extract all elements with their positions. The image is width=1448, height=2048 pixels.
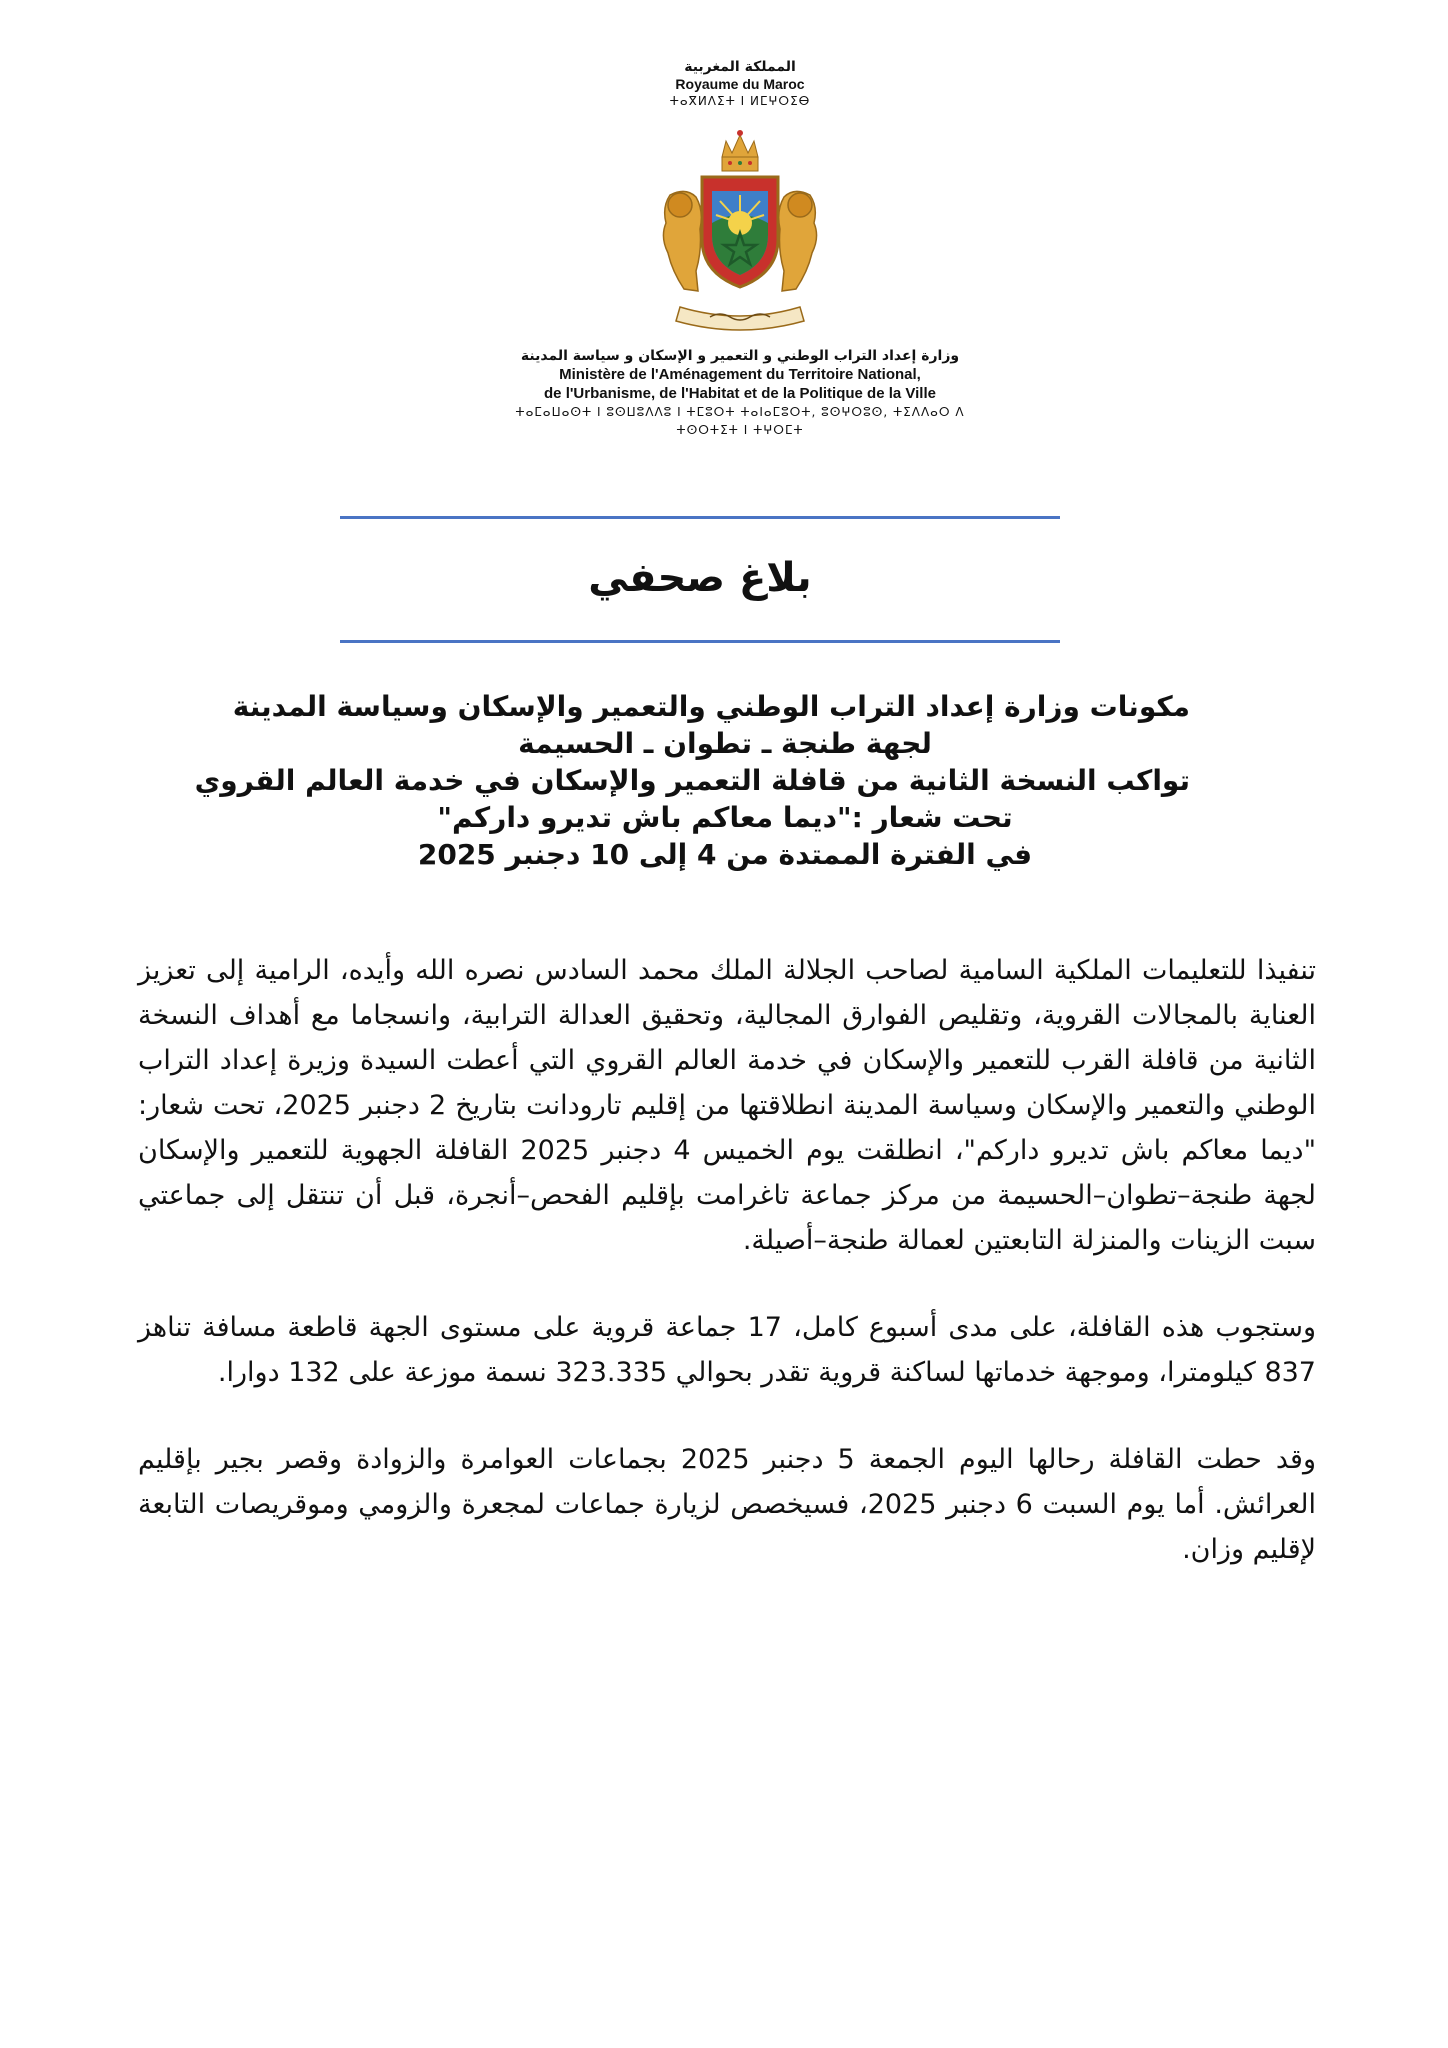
body-text (138, 948, 1316, 1572)
subject-line: في الفترة الممتدة من 4 إلى 10 دجنبر 2025 (417, 838, 1033, 871)
kingdom-name-arabic: المملكة المغربية (684, 59, 796, 75)
crown-icon (722, 130, 758, 171)
subject-block (194, 688, 1190, 873)
body-paragraph: وقد حطت القافلة رحالها اليوم الجمعة 5 دجنبر 2025 بجماعات العوامرة والزوادة وقصر بجير بإقليم العرائش. أما يوم السبت 6 دجنبر 2025، فسيخصص لزيارة جماعات لمجعرة والزومي وموقريصات التابعة لإقليم وزان. (138, 1444, 1317, 1565)
ministry-name-arabic: وزارة إعداد التراب الوطني و التعمير و الإسكان و سياسة المدينة (520, 348, 960, 364)
document-title: بلاغ صحفي (588, 555, 812, 601)
shield-icon (702, 177, 778, 287)
ministry-name-french-line2: de l'Urbanisme, de l'Habitat et de la Politique de la Ville (544, 385, 936, 402)
subject-line: لجهة طنجة ـ تطوان ـ الحسيمة (518, 727, 932, 760)
coat-of-arms-icon (640, 111, 840, 341)
lion-supporter-left-icon (663, 191, 701, 291)
kingdom-name-french: Royaume du Maroc (675, 76, 805, 92)
subject-line: تحت شعار :"ديما معاكم باش تديرو داركم" (437, 801, 1013, 834)
motto-ribbon-icon (676, 307, 804, 330)
title-rule-top (340, 516, 1060, 519)
body-paragraph: تنفيذا للتعليمات الملكية السامية لصاحب الجلالة الملك محمد السادس نصره الله وأيده، الرامية إلى تعزيز العناية بالمجالات القروية، وتقليص الفوارق المجالية، وتحقيق العدالة الترابية، وانسجاما مع أهداف النسخة الثانية من قافلة القرب للتعمير والإسكان في خدمة العالم القروي التي أعطت السيدة وزيرة إعداد التراب الوطني والتعمير والإسكان وسياسة المدينة انطلاقتها من إقليم تارودانت بتاريخ 2 دجنبر 2025، تحت شعار: "ديما معاكم باش تديرو داركم"، انطلقت يوم الخميس 4 دجنبر 2025 القافلة الجهوية للتعمير والإسكان لجهة طنجة–تطوان–الحسيمة من مركز جماعة تاغرامت بإقليم الفحص–أنجرة، قبل أن تنتقل إلى جماعتي سبت الزينات والمنزلة التابعتين لعمالة طنجة–أصيلة. (138, 955, 1316, 1256)
subject-line: مكونات وزارة إعداد التراب الوطني والتعمير والإسكان وسياسة المدينة (232, 690, 1190, 723)
subject-line: تواكب النسخة الثانية من قافلة التعمير والإسكان في خدمة العالم القروي (194, 764, 1190, 797)
ministry-name-tifinagh: ⵜⴰⵎⴰⵡⴰⵙⵜ ⵏ ⵓⵙⵡⵓⴷⴷⵓ ⵏ ⵜⵎⵓⵔⵜ ⵜⴰⵏⴰⵎⵓⵔⵜ, ⵓⵙⵖⵔⵓⵙ, ⵜⵉⴷⴷⴰⵔ ⴷ ⵜⵙⵔⵜⵉⵜ ⵏ ⵜⵖⵔⵎⵜ (515, 405, 965, 437)
ministry-name-french-line1: Ministère de l'Aménagement du Territoire National, (559, 366, 921, 383)
body-paragraph: وستجوب هذه القافلة، على مدى أسبوع كامل، 17 جماعة قروية على مستوى الجهة قاطعة مسافة تناهز 837 كيلومترا، وموجهة خدماتها لساكنة قروية تقدر بحوالي 323.335 نسمة موزعة على 132 دوارا. (138, 1312, 1316, 1388)
kingdom-name-tifinagh: ⵜⴰⴳⵍⴷⵉⵜ ⵏ ⵍⵎⵖⵔⵉⴱ (669, 94, 811, 108)
title-rule-bottom (340, 640, 1060, 643)
letterhead (500, 55, 980, 465)
lion-supporter-right-icon (779, 191, 817, 291)
